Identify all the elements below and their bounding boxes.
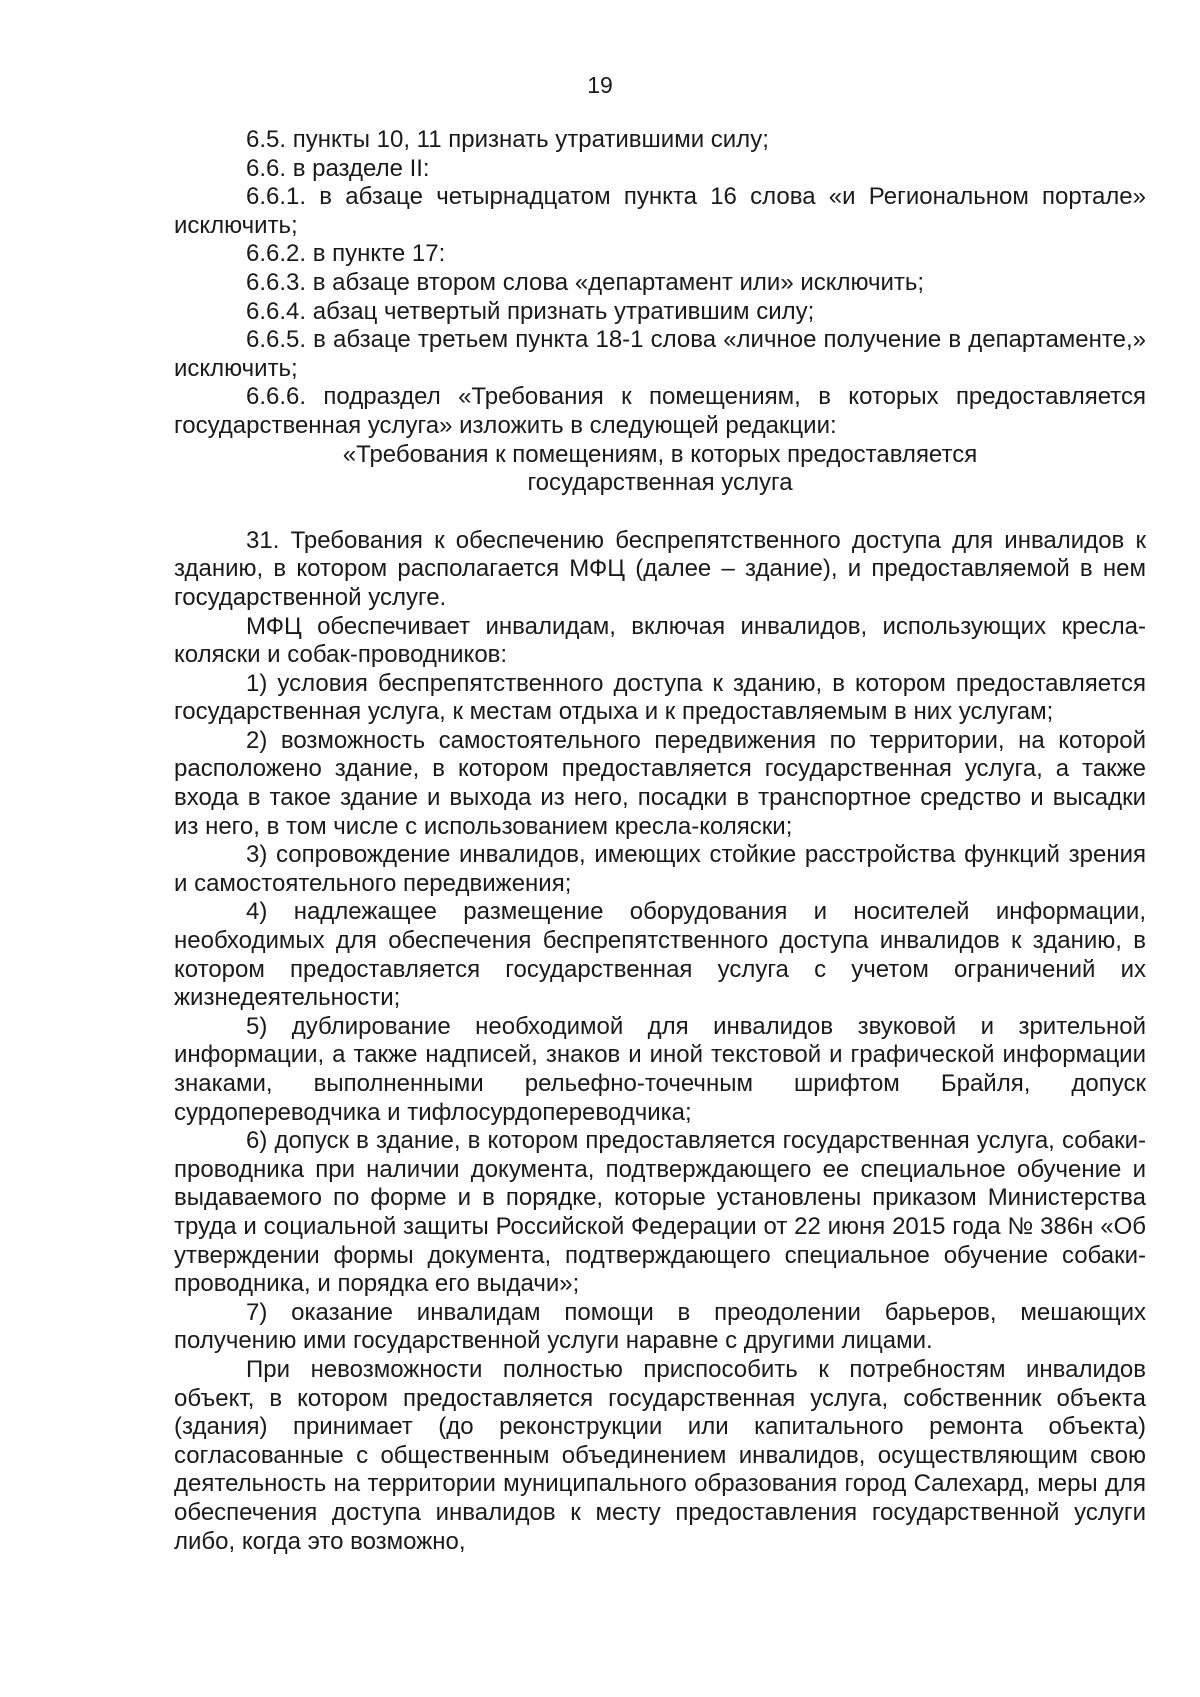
list-item-2: 2) возможность самостоятельного передвижения по территории, на которой расположено здание, в котором предоставляется государственная услуга, а также входа в такое здание и выхода из него, посадки в транспортное средство и высадки из него, в том числе с использованием кресла-коляски; [174, 726, 1146, 840]
list-item-1: 1) условия беспрепятственного доступа к зданию, в котором предоставляется государственная услуга, к местам отдыха и к предоставляемым в них услугам; [174, 669, 1146, 726]
list-item-3: 3) сопровождение инвалидов, имеющих стойкие расстройства функций зрения и самостоятельного передвижения; [174, 841, 1146, 897]
document-body [174, 126, 1146, 1556]
spacer [174, 498, 1146, 527]
paragraph-31: 31. Требования к обеспечению беспрепятственного доступа для инвалидов к зданию, в котором располагается МФЦ (далее – здание), и предоставляемой в нем государственной услуге. [174, 526, 1146, 611]
paragraph-6-6-2: 6.6.2. в пункте 17: [246, 240, 446, 268]
paragraph-6-6-6: 6.6.6. подраздел «Требования к помещениям, в которых предоставляется государственная услуга» изложить в следующей редакции: [174, 383, 1146, 439]
section-heading-line1: «Требования к помещениям, в которых предоставляется [342, 440, 978, 468]
section-heading-line2: государственная услуга [527, 469, 793, 497]
paragraph-6-6-4: 6.6.4. абзац четвертый признать утратившим силу; [246, 297, 815, 325]
paragraph-impossibility: При невозможности полностью приспособить к потребностям инвалидов объект, в котором предоставляется государственная услуга, собственник объекта (здания) принимает (до реконструкции или капитального ремонта объекта) согласованные с общественным объединением инвалидов, осуществляющим свою деятельность на территории муниципального образования город Салехард, меры для обеспечения доступа инвалидов к месту предоставления государственной услуги либо, когда это возможно, [174, 1355, 1146, 1555]
list-item-6: 6) допуск в здание, в котором предоставляется государственная услуга, собаки-проводника при наличии документа, подтверждающего ее специальное обучение и выдаваемого по форме и в порядке, которые установлены приказом Министерства труда и социальной защиты Российской Федерации от 22 июня 2015 года № 386н «Об утверждении формы документа, подтверждающего специальное обучение собаки-проводника, и порядка его выдачи»; [174, 1127, 1146, 1298]
paragraph-6-6-5: 6.6.5. в абзаце третьем пункта 18-1 слова «личное получение в департаменте,» исключить; [174, 326, 1146, 382]
paragraph-6-6: 6.6. в разделе II: [246, 154, 430, 182]
list-item-5: 5) дублирование необходимой для инвалидов звуковой и зрительной информации, а также надписей, знаков и иной текстовой и графической информации знаками, выполненными рельефно-точечным шрифтом Брайля, допуск сурдопереводчика и тифлосурдопереводчика; [174, 1012, 1146, 1126]
list-item-4: 4) надлежащее размещение оборудования и носителей информации, необходимых для обеспечения беспрепятственного доступа инвалидов к зданию, в котором предоставляется государственная услуга с учетом ограничений их жизнедеятельности; [174, 898, 1146, 1012]
paragraph-mfc: МФЦ обеспечивает инвалидам, включая инвалидов, использующих кресла-коляски и собак-проводников: [174, 612, 1146, 669]
page-number: 19 [587, 72, 613, 98]
paragraph-6-6-3: 6.6.3. в абзаце втором слова «департамент или» исключить; [246, 268, 925, 296]
paragraph-6-6-1: 6.6.1. в абзаце четырнадцатом пункта 16 слова «и Региональном портале» исключить; [174, 183, 1146, 239]
list-item-7: 7) оказание инвалидам помощи в преодолении барьеров, мешающих получению ими государственной услуги наравне с другими лицами. [174, 1298, 1146, 1355]
paragraph-6-5: 6.5. пункты 10, 11 признать утратившими силу; [246, 126, 769, 153]
